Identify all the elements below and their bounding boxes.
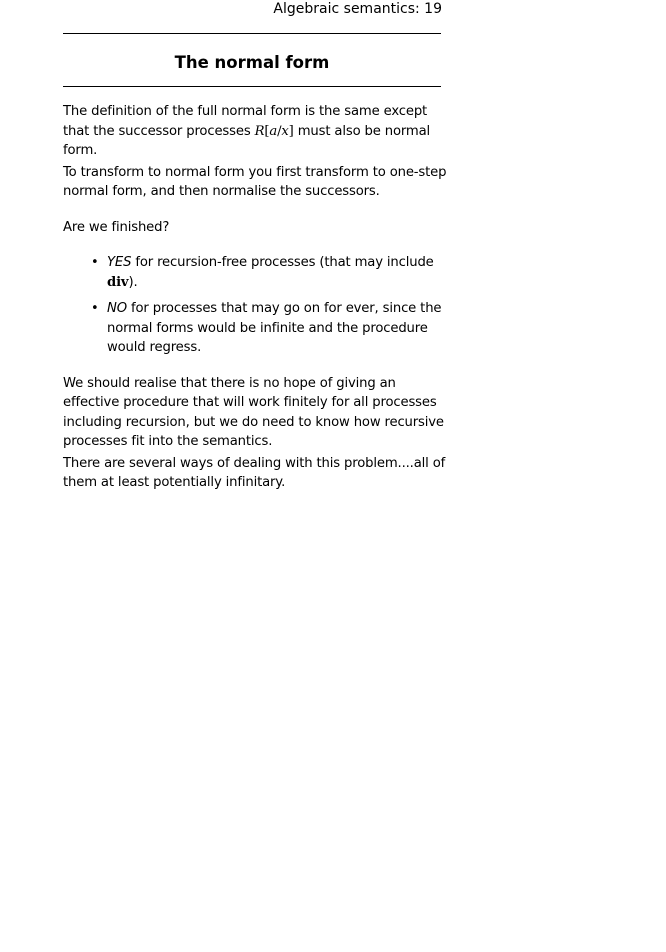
- slide-body: [63, 102, 448, 493]
- list-item-text: for processes that may go on for ever, since the normal forms would be infinite and the procedure would regress.: [107, 301, 442, 355]
- list-item-text: for recursion-free processes (that may include: [131, 255, 434, 270]
- math-div: div: [107, 274, 129, 290]
- title-rule-bottom: [63, 86, 441, 87]
- math-variable-x: x: [281, 123, 289, 139]
- paragraph-text: The definition of the full normal form is the same except that the successor processes: [63, 104, 428, 139]
- paragraph-ways: There are several ways of dealing with this problem....all of them at least potentially infinitary.: [63, 455, 446, 490]
- math-variable-a: a: [269, 123, 278, 139]
- paragraph-normal-form-definition: [63, 102, 448, 161]
- bullet-list: [63, 253, 448, 358]
- paragraph-text: must also be normal form.: [63, 123, 431, 158]
- list-item-text: ).: [128, 274, 138, 290]
- math-bracket-close: ]: [288, 123, 294, 139]
- bullet-marker: •: [91, 255, 99, 270]
- answer-no: NO: [107, 301, 127, 316]
- paragraph-realisation: We should realise that there is no hope of giving an effective procedure that will work finitely for all processes including recursion, but we do need to know how recursive processes fit into the semantics.: [63, 375, 444, 449]
- list-item-no: [91, 299, 448, 358]
- math-slash: /: [277, 123, 282, 139]
- math-bracket-open: [: [264, 123, 270, 139]
- paragraph-transform: To transform to normal form you first transform to one-step normal form, and then normalise the successors.: [63, 164, 447, 199]
- running-header: Algebraic semantics: 19: [273, 1, 442, 17]
- slide-title: The normal form: [174, 53, 330, 72]
- paragraph-question: Are we finished?: [63, 219, 170, 235]
- title-rule-top: [63, 33, 441, 34]
- list-item-yes: [91, 253, 448, 292]
- answer-yes: YES: [107, 255, 132, 270]
- bullet-marker: •: [91, 301, 99, 316]
- math-variable-r: R: [254, 123, 265, 139]
